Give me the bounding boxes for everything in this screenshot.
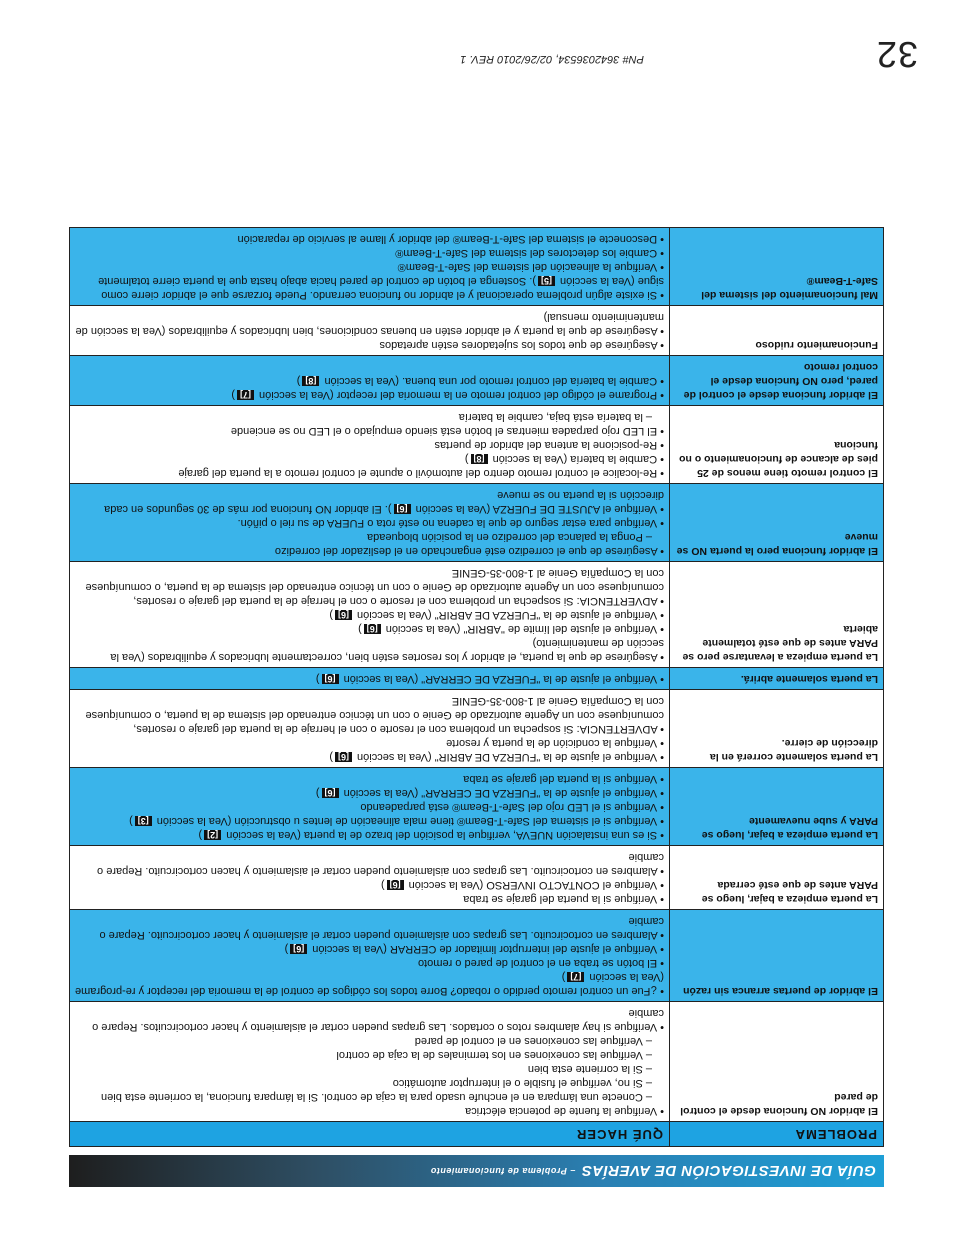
action-line: – Conecte una lámpara en el enchufe usado para la caja de control. Si la lámpara funciona, la corriente esta bien	[101, 1091, 652, 1103]
action-line: – Verifique las conexiones en los terminales de la caja de control	[336, 1049, 652, 1061]
action-line: • Programe el código del control remoto en la memoria del receptor (Vea la sección [7])	[231, 389, 664, 401]
action-line: – Si no, verifique el fusible o el interruptor automático	[392, 1077, 652, 1089]
action-lines	[75, 488, 664, 558]
section-badge: [8]	[302, 376, 319, 386]
action-line: • Si es una instalación NUEVA, verifique la posición del brazo de la puerta (Vea la sección [2])	[198, 829, 664, 841]
action-line: – Si la corriente esta bien	[527, 1063, 652, 1075]
action-line: • Re-localice el control remoto dentro del automóvil o apunte el control remoto a la puerta del garaje	[178, 467, 664, 479]
action-line: • Asegúrese de que todos los sujetadores estén apretados	[379, 339, 664, 351]
section-badge: [6]	[322, 674, 339, 684]
action-line: • Cambie la batería del control remoto por una buena. (Vea la sección [8])	[296, 375, 664, 387]
action-line: • El botón se traba en el control de pared o remoto	[417, 957, 664, 969]
action-line: • Verifique para estar seguro de que la cadena no esté rota o FUERA de su riel o piñón.	[237, 517, 664, 529]
page-number: 32	[875, 34, 918, 75]
action-lines	[75, 1006, 664, 1118]
troubleshooting-table	[69, 227, 884, 1147]
action-line: • Verifique si la puerta del garaje se traba	[463, 893, 664, 905]
table-row	[70, 768, 884, 846]
action-line: • Verifique el ajuste de la "FUERZA DE CERRAR" (Vea la sección [6])	[315, 673, 664, 685]
problem-cell: El abridor NO funciona desde el control de pared	[670, 1002, 884, 1122]
action-cell	[70, 668, 670, 690]
section-badge: [7]	[237, 390, 254, 400]
action-cell	[70, 356, 670, 406]
action-line: • Asegúrese de que la puerta, el abridor y los resortes estén bien, correctamente lubricados y equilibrados (Vea la sección de mantenimiento)	[110, 637, 664, 663]
problem-cell: La puerta solamente correrá en la dirección de cierre.	[670, 690, 884, 768]
action-line: • ADVERTENCIA: Si sospecha un problema con el resorte o con el herraje de la puerta del garaje o resortes, comuníquese con un Agente autorizado de Genie o con un técnico entrenado del sistema de la puerta, o comuníquese con la Compañía Genie al 1-800-35-GENIE	[85, 695, 664, 735]
section-badge: [6]	[335, 610, 352, 620]
action-cell	[70, 562, 670, 668]
action-cell	[70, 1002, 670, 1122]
action-line: • Alambres en cortocircuito. Las grapas con aislamiento pueden cortar el aislamiento y hacer cortocircuito. Repare o cambie	[99, 915, 664, 941]
problem-cell: La puerta empieza a bajar, luego se PARA antes de que esté cerrada	[670, 846, 884, 910]
section-badge: [7]	[567, 972, 584, 982]
problem-cell: La puerta empieza a bajar, luego se PARA y sube nuevamente	[670, 768, 884, 846]
header-action: QUÉ HACER	[70, 1122, 670, 1147]
banner-subtitle: – Problema de funcionamiento	[430, 1166, 576, 1176]
action-lines	[75, 310, 664, 352]
section-badge: [5]	[538, 276, 555, 286]
action-line: – la batería está baja, cambie la batería	[458, 411, 652, 423]
action-lines	[75, 410, 664, 480]
table-row	[70, 356, 884, 406]
section-badge: [2]	[204, 830, 221, 840]
action-line: • Verifique si hay alambres rotos o cortados. Las grapas pueden cortar el aislamiento y hacer cortocircuitos. Repare o cambie	[92, 1007, 664, 1033]
action-line: • Verifique la alineación del sistema del Safe-T-Beam®	[397, 261, 664, 273]
section-badge: [6]	[290, 944, 307, 954]
action-line: • Cambie los detectores del sistema del Safe-T-Beam®	[395, 247, 664, 259]
problem-cell: La puerta solamente abrirá.	[670, 668, 884, 690]
action-line: • Verifique el AJUSTE DE FUERZA (Vea la sección [6]). El abridor NO funciona por más de 30 segundos en cada dirección si la puerta no se mueve	[104, 489, 664, 515]
section-badge: [6]	[387, 880, 404, 890]
action-line: • ¿Fue un control remoto perdido o robado? Borre todos los códigos de control de la memoria del receptor y re-programe (Vea la sección [7])	[75, 971, 664, 997]
action-cell	[70, 846, 670, 910]
action-cell	[70, 484, 670, 562]
section-badge: [3]	[135, 816, 152, 826]
action-lines	[75, 374, 664, 402]
table-row	[70, 562, 884, 668]
table-row	[70, 484, 884, 562]
action-line: • Desconecte el sistema del Safe-T-Beam® del abridor y llame al servicio de reparación	[237, 233, 664, 245]
table-row	[70, 668, 884, 690]
problem-cell: Mal funcionamiento del sistema del Safe-T-Beam®	[670, 228, 884, 306]
action-line: • Verifique si el sistema del Safe-T-Beam® tiene mala alineación de lentes u obstrucción (Vea la sección [3])	[129, 815, 664, 827]
table-row	[70, 910, 884, 1002]
section-badge: [6]	[394, 504, 411, 514]
action-lines	[75, 672, 664, 686]
action-line: • Cambie la batería (Vea la sección [8])	[464, 453, 664, 465]
action-lines	[75, 566, 664, 664]
action-lines	[75, 772, 664, 842]
section-badge: [6]	[364, 624, 381, 634]
problem-cell: El control remoto tiene menos de 25 pies de alcance de funcionamiento o no funciona	[670, 406, 884, 484]
header-problem: PROBLEMA	[670, 1122, 884, 1147]
action-line: • Verifique la fuente de potencia eléctrica	[465, 1105, 664, 1117]
table-row	[70, 690, 884, 768]
action-line: • Verifique si la puerta del garaje se traba	[463, 773, 664, 785]
section-banner	[69, 1155, 884, 1187]
action-line: • Verifique el ajuste de la "FUERZA DE CERRAR" (Vea la sección [6])	[315, 787, 664, 799]
banner-title: GUÍA DE INVESTIGACIÓN DE AVERÍAS	[581, 1162, 876, 1180]
action-line: • Verifique el ajuste de la "FUERZA DE ABRIR" (Vea la sección [6])	[329, 751, 664, 763]
action-cell	[70, 690, 670, 768]
action-line: • Asegúrese de que la puerta y el abridor estén en buenas condiciones, bien lubricados y equilibrados (Vea la sección de mantenimiento mensual)	[75, 311, 664, 337]
section-badge: [8]	[471, 454, 488, 464]
action-line: • Verifique el ajuste del interruptor limitador de CERRAR (Vea la sección [6])	[284, 943, 664, 955]
action-lines	[75, 914, 664, 998]
action-line: • Asegúrese de que el corredizo esté enganchado en el deslizador del corredizo	[274, 545, 664, 557]
action-line: • Re-posicione la antena del abridor de puertas	[434, 439, 664, 451]
action-line: • Si existe algún problema operacional y el abridor no funciona cerrando. Puede forzarse que el abridor cierre como sigue (Vea la sección [5]). Sostenga el botón de control de pared hacia abajo hasta que la puerta cierre totalmente	[98, 275, 664, 301]
action-line: • ADVERTENCIA: Si sospecha un problema con el resorte o con el herraje de la puerta del garaje o resortes, comuníquese con un Agente autorizado de Genie o con un técnico entrenado del sistema de la puerta, o comuníquese con la Compañía Genie al 1-800-35-GENIE	[85, 567, 664, 607]
action-cell	[70, 228, 670, 306]
table-row	[70, 846, 884, 910]
action-cell	[70, 406, 670, 484]
action-line: • Alambres en cortocircuito. Las grapas con aislamiento pueden cortar el aislamiento y hacen cortocircuito. Repare o cambie	[97, 851, 664, 877]
action-line: • Verifique el ajuste de la "FUERZA DE ABRIR" (Vea la sección [6])	[329, 609, 664, 621]
table-row	[70, 406, 884, 484]
problem-cell: Funcionamiento ruidoso	[670, 306, 884, 356]
action-lines	[75, 850, 664, 906]
table-row	[70, 228, 884, 306]
problem-cell: La puerta empieza a levantarse pero se PARA antes de que esté totalmente abierta	[670, 562, 884, 668]
section-badge: [6]	[322, 788, 339, 798]
action-line: • Verifique el CONTACTO INVERSO (Vea la sección [6])	[380, 879, 664, 891]
part-number: PN# 3642036534, 02/26/2010 REV. 1	[460, 53, 644, 65]
problem-cell: El abridor funciona desde el control de pared, pero NO funciona desde el control remoto	[670, 356, 884, 406]
table-row	[70, 1002, 884, 1122]
action-cell	[70, 306, 670, 356]
section-badge: [6]	[335, 752, 352, 762]
action-cell	[70, 910, 670, 1002]
table-row	[70, 306, 884, 356]
action-line: – Verifique las conexiones en el control de pared	[414, 1035, 652, 1047]
problem-cell: El abridor de puertas arranca sin razón	[670, 910, 884, 1002]
action-cell	[70, 768, 670, 846]
action-lines	[75, 694, 664, 764]
action-lines	[75, 232, 664, 302]
action-line: – Ponga la palanca del corredizo en la posición bloqueada	[367, 531, 652, 543]
action-line: • Verifique la condición de la puerta y resorte	[446, 737, 664, 749]
problem-cell: El abridor funciona pero la puerta NO se mueve	[670, 484, 884, 562]
action-line: • Verifique si el LED rojo del Safe-T-Beam® está parpadeando	[360, 801, 664, 813]
action-line: • El LED rojo parpadea mientras el botón está siendo empujado o el LED no se enciende	[230, 425, 664, 437]
action-line: • Verifique el ajuste del límite de "ABRIR" (Vea la sección [6])	[358, 623, 664, 635]
